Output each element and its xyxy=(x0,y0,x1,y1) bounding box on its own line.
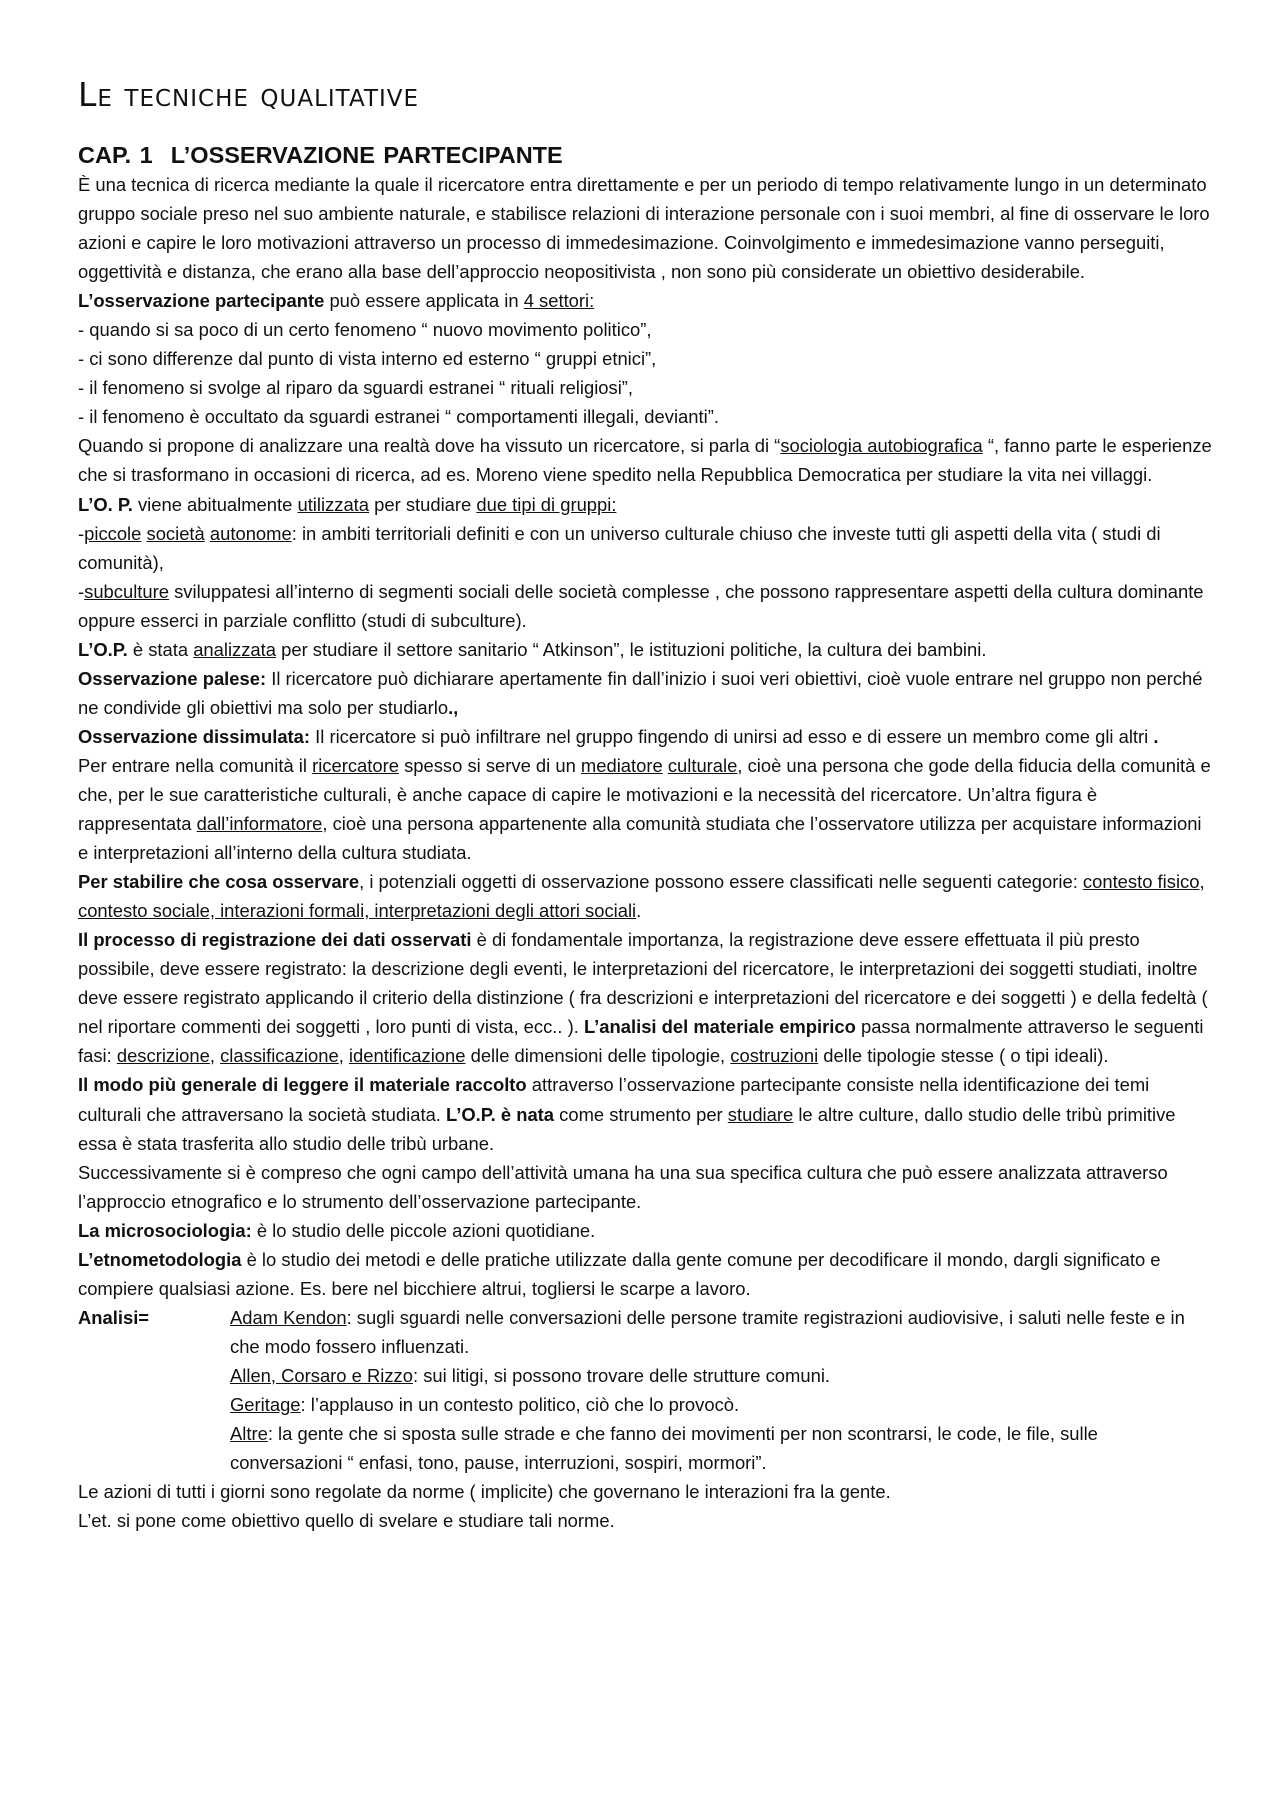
settori-term: L’osservazione partecipante xyxy=(78,290,325,312)
conclusione-line: L’et. si pone come obiettivo quello di svelare e studiare tali norme. xyxy=(78,1510,615,1532)
analisi-item: Allen, Corsaro e Rizzo: sui litigi, si possono trovare delle strutture comuni. xyxy=(230,1364,831,1386)
dissimulata-paragraph: Osservazione dissimulata: Il ricercatore si può infiltrare nel gruppo fingendo di unirsi ad esso e di essere un membro come gli altri . xyxy=(78,725,1159,747)
analisi-block xyxy=(78,1303,1213,1477)
document-body xyxy=(78,170,1213,1535)
analisi-item: Adam Kendon: sugli sguardi nelle conversazioni delle persone tramite registrazioni audiovisive, i saluti nelle feste e in che modo fossero influenzati. xyxy=(230,1306,1185,1357)
gruppi-paragraph: L’O. P. viene abitualmente utilizzata per studiare due tipi di gruppi: xyxy=(78,493,617,515)
chapter-title: L’OSSERVAZIONE PARTECIPANTE xyxy=(170,142,563,168)
mediatore-paragraph: Per entrare nella comunità il ricercatore spesso si serve di un mediatore culturale, cioè una persona che gode della fiducia della comunità e che, per le sue caratteristiche culturali, è anche capace di capire le motivazioni e la necessità del ricercatore. Un’altra figura è rappresentata dall’informatore, cioè una persona appartenente alla comunità studiata che l’osservatore utilizza per acquistare informazioni e interpretazioni all’interno della cultura studiata. xyxy=(78,754,1211,864)
analisi-list xyxy=(230,1303,1213,1477)
settori-paragraph: L’osservazione partecipante può essere applicata in 4 settori: xyxy=(78,290,595,312)
analisi-item: Altre: la gente che si sposta sulle strade e che fanno dei movimenti per non scontrarsi, le code, le file, sulle conversazioni “ enfasi, tono, pause, interruzioni, sospiri, mormori”. xyxy=(230,1423,1098,1474)
analisi-label: Analisi= xyxy=(78,1306,150,1328)
settori-item: - ci sono differenze dal punto di vista interno ed esterno “ gruppi etnici”, xyxy=(78,348,657,370)
autobio-term: sociologia autobiografica xyxy=(780,435,983,457)
autobio-paragraph: Quando si propone di analizzare una realtà dove ha vissuto un ricercatore, si parla di “sociologia autobiografica “, fanno parte le esperienze che si trasformano in occasioni di ricerca, ad es. Moreno viene spedito nella Repubblica Democratica per studiare la vita nei villaggi. xyxy=(78,435,1212,486)
etnometodologia-paragraph: L’etnometodologia è lo studio dei metodi e delle pratiche utilizzate dalla gente comune per decodificare il mondo, dargli significato e compiere qualsiasi azione. Es. bere nel bicchiere altrui, togliersi le scarpe a lavoro. xyxy=(78,1248,1161,1299)
microsociologia-paragraph: La microsociologia: è lo studio delle piccole azioni quotidiane. xyxy=(78,1219,596,1241)
conclusione-line: Le azioni di tutti i giorni sono regolate da norme ( implicite) che governano le interazioni fra la gente. xyxy=(78,1481,891,1503)
intro-paragraph: È una tecnica di ricerca mediante la quale il ricercatore entra direttamente e per un periodo di tempo relativamente lungo in un determinato gruppo sociale preso nel suo ambiente naturale, e stabilisce relazioni di interazione personale con i suoi membri, al fine di osservare le loro azioni e capire le loro motivazioni attraverso un processo di immedesimazione. Coinvolgimento e immedesimazione vanno perseguiti, oggettività e distanza, che erano alla base dell’approccio neopositivista , non sono più considerate un obiettivo desiderabile. xyxy=(78,174,1210,283)
chapter-heading xyxy=(78,140,1213,170)
chapter-number: CAP. 1 xyxy=(78,142,153,168)
palese-paragraph: Osservazione palese: Il ricercatore può dichiarare apertamente fin dall’inizio i suoi veri obiettivi, cioè vuole entrare nel gruppo non perché ne condivide gli obiettivi ma solo per studiarlo., xyxy=(78,667,1203,718)
registrazione-paragraph: Il processo di registrazione dei dati osservati è di fondamentale importanza, la registrazione deve essere effettuata il più presto possibile, deve essere registrato: la descrizione degli eventi, le interpretazioni del ricercatore, le interpretazioni dei soggetti studiati, inoltre deve essere registrato applicando il criterio della distinzione ( fra descrizioni e interpretazioni del ricercatore e dei soggetti ) e della fedeltà ( nel riportare commenti dei soggetti , loro punti di vista, ecc.. ). L’analisi del materiale empirico passa normalmente attraverso le seguenti fasi: descrizione, classificazione, identificazione delle dimensioni delle tipologie, costruzioni delle tipologie stesse ( o tipi ideali). xyxy=(78,929,1208,1067)
settori-count: 4 settori: xyxy=(523,290,595,312)
lettura-paragraph: Il modo più generale di leggere il materiale raccolto attraverso l’osservazione partecipante consiste nella identificazione dei temi culturali che attraversano la società studiata. L’O.P. è nata come strumento per studiare le altre culture, dallo studio delle tribù primitive essa è stata trasferita allo studio delle tribù urbane. xyxy=(78,1074,1176,1154)
analisi-item: Geritage: l’applauso in un contesto politico, ciò che lo provocò. xyxy=(230,1393,740,1415)
settori-item: - il fenomeno è occultato da sguardi estranei “ comportamenti illegali, devianti”. xyxy=(78,406,719,428)
etnografico-paragraph: Successivamente si è compreso che ogni campo dell’attività umana ha una sua specifica cultura che può essere analizzata attraverso l’approccio etnografico e lo strumento dell’osservazione partecipante. xyxy=(78,1161,1168,1212)
gruppi-term: L’O. P. xyxy=(78,493,133,515)
document-page xyxy=(78,72,1213,1535)
document-title: Le tecniche qualitative xyxy=(78,75,419,114)
settori-item: - quando si sa poco di un certo fenomeno “ nuovo movimento politico”, xyxy=(78,319,652,341)
settori-item: - il fenomeno si svolge al riparo da sguardi estranei “ rituali religiosi”, xyxy=(78,377,634,399)
analizzata-paragraph: L’O.P. è stata analizzata per studiare il settore sanitario “ Atkinson”, le istituzioni politiche, la cultura dei bambini. xyxy=(78,638,987,660)
gruppi-item-subculture: -subculture sviluppatesi all’interno di segmenti sociali delle società complesse , che possono rappresentare aspetti della cultura dominante oppure esserci in parziale conflitto (studi di subculture). xyxy=(78,580,1204,631)
palese-term: Osservazione palese: xyxy=(78,667,267,689)
cosa-osservare-paragraph: Per stabilire che cosa osservare, i potenziali oggetti di osservazione possono essere classificati nelle seguenti categorie: contesto fisico, contesto sociale, interazioni formali, interpretazioni degli attori sociali. xyxy=(78,871,1205,922)
gruppi-item-piccole: -piccole società autonome: in ambiti territoriali definiti e con un universo culturale chiuso che investe tutti gli aspetti della vita ( studi di comunità), xyxy=(78,522,1161,573)
dissimulata-term: Osservazione dissimulata: xyxy=(78,725,311,747)
